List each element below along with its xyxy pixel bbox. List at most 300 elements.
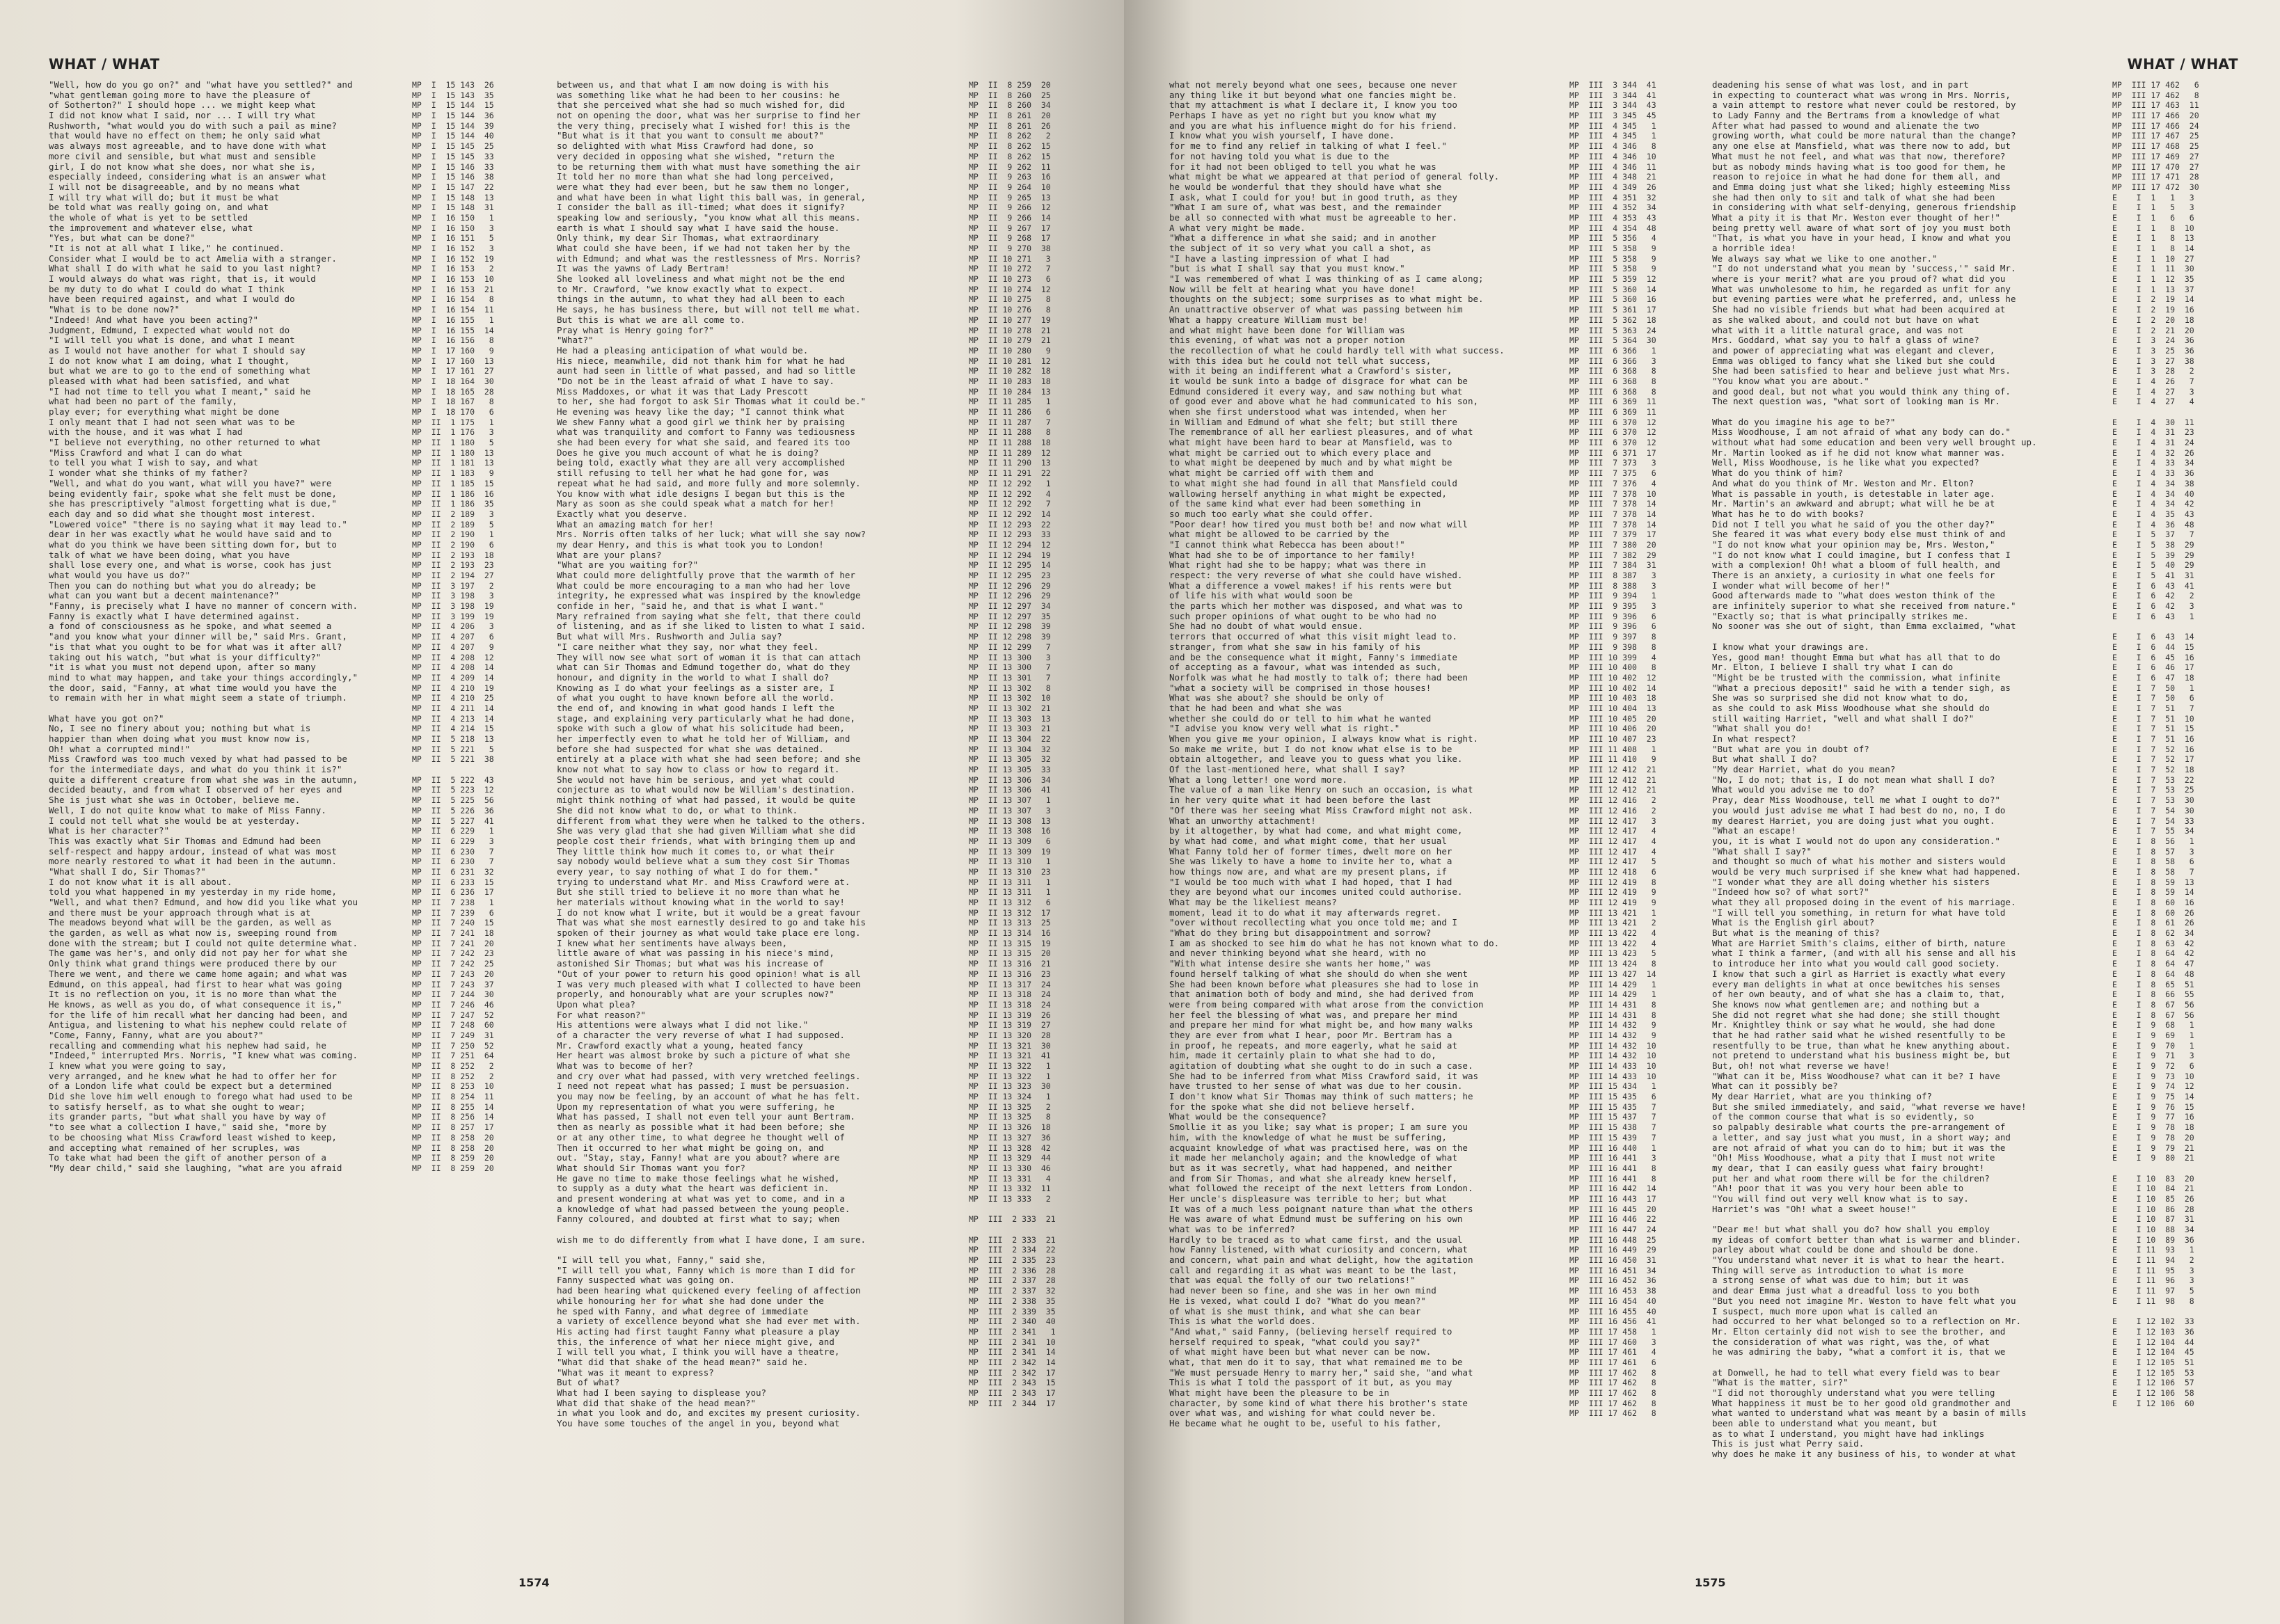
concordance-line: Mrs. Norris often talks of her luck; what will she say now? [557,530,866,540]
reference-entry: MP II 7 251 64 [412,1051,494,1061]
concordance-line: "Well, and what do you want, what will you have?" were [49,478,332,488]
reference-entry: E I 7 51 7 [2112,703,2194,713]
concordance-line: This is what I told the passport of it but, as you may [1169,1378,1452,1388]
reference-entry: E I 10 87 31 [2112,1214,2194,1225]
reference-entry: MP II 13 302 10 [969,693,1051,703]
reference-column [1569,80,1695,1561]
reference-entry: MP II 13 330 46 [969,1163,1051,1173]
reference-entry: MP II 13 318 24 [969,989,1051,1000]
reference-entry: E I 7 53 25 [2112,785,2194,795]
reference-entry: MP I 16 151 5 [412,233,494,244]
concordance-line: "I do not know what I could imagine, but I confess that I [1712,550,2011,560]
reference-entry: E I 10 85 26 [2112,1193,2194,1204]
reference-entry: MP II 10 277 19 [969,315,1051,325]
concordance-line: "Well, how do you go on?" and "what have you settled?" and [49,80,353,90]
concordance-line: "Dear me! but what shall you do? how shall you employ [1712,1225,1990,1234]
reference-entry: MP II 1 180 5 [412,438,494,448]
concordance-line: decided beauty, and from what I observed of her eyes and [49,785,342,795]
concordance-line: girl, I do not know what she does, nor what she is, [49,161,316,172]
reference-entry: MP II 4 214 15 [412,724,494,734]
concordance-line: conjecture as to what would now be William's destination. [557,785,855,795]
reference-entry: MP III 12 416 2 [1569,795,1656,806]
reference-entry: MP III 14 432 9 [1569,1020,1656,1030]
reference-entry: MP III 12 419 9 [1569,887,1656,898]
reference-entry: MP II 13 319 26 [969,1010,1051,1020]
concordance-line: Harriet's was "Oh! what a sweet house!" [1712,1204,1917,1214]
reference-entry [969,1204,1091,1215]
reference-entry: MP II 13 311 1 [969,877,1051,887]
reference-entry: MP II 8 262 15 [969,151,1051,161]
concordance-line: put her and what room there will be for the children? [1712,1173,1990,1184]
concordance-line: obtain altogether, and leave you to guess what you like. [1169,754,1463,765]
reference-entry: MP II 7 241 20 [412,938,494,948]
reference-entry: E I 8 60 26 [2112,907,2194,918]
concordance-line: little aware of what was passing in his niece's mind, [557,948,834,959]
concordance-line: and you are what his influence might do for his friend. [1169,120,1457,131]
concordance-line: Fanny is exactly what I have determined against. [49,611,301,621]
concordance-line: The game was her's, and only did not pay her for what she [49,948,347,959]
reference-entry: MP III 6 366 1 [1569,345,1656,356]
reference-entry: MP III 10 405 20 [1569,713,1656,724]
reference-entry: MP II 13 300 7 [969,662,1051,673]
reference-entry: E I 11 98 8 [2112,1296,2194,1306]
concordance-line: "But you need not imagine Mr. Weston to have felt what you [1712,1296,2016,1306]
reference-entry: MP II 4 209 14 [412,672,494,683]
reference-column [969,80,1091,1561]
reference-entry: MP II 13 304 32 [969,744,1051,754]
concordance-line: and thought so much of what his mother and sisters would [1712,857,2006,867]
concordance-line: and dear Emma just what a dreadful loss to you both [1712,1286,1979,1296]
reference-entry: MP III 2 342 17 [969,1367,1056,1378]
concordance-line: This is just what Perry said. [1712,1439,1865,1449]
concordance-line: what would you have us do?" [49,571,191,580]
concordance-line: But what will Mrs. Rushworth and Julia say? [557,632,782,642]
concordance-line: "Do not be in the least afraid of what I have to say. [557,376,834,386]
reference-entry: E I 1 12 35 [2112,274,2194,285]
reference-entry: MP III 9 396 6 [1569,621,1656,632]
concordance-line: what I think a farmer, (and with all his sense and all his [1712,948,2016,959]
reference-entry: MP III 4 354 48 [1569,223,1656,233]
reference-entry: MP I 15 144 36 [412,111,494,121]
concordance-line: She would not have him be serious, and yet what could [557,774,834,785]
concordance-line: "What a difference in what she said; and in another [1169,233,1436,244]
reference-entry: MP II 13 306 34 [969,774,1051,785]
concordance-line: "Fanny, is precisely what I have no manner of concern with. [49,601,358,612]
concordance-line: stranger, from what she saw in his family of his [1169,642,1421,652]
reference-entry: MP III 16 441 8 [1569,1163,1656,1173]
reference-entry: MP III 12 417 4 [1569,846,1656,857]
reference-entry: MP II 12 298 39 [969,632,1051,642]
reference-entry: MP II 7 238 1 [412,898,494,907]
reference-entry: MP III 15 434 1 [1569,1081,1656,1092]
concordance-line: where is your merit? what are you proud of? what did you [1712,274,2006,285]
reference-entry: MP I 15 144 40 [412,131,494,141]
reference-entry: MP III 5 358 9 [1569,264,1656,274]
reference-entry: MP I 15 146 38 [412,172,494,182]
reference-entry: MP II 8 258 20 [412,1132,494,1143]
reference-entry: MP III 4 345 1 [1569,120,1656,131]
concordance-line: I knew what you were going to say, [49,1061,227,1071]
concordance-line: and accepting what remained of her scruples, was [49,1143,301,1153]
concordance-line: wallowing herself anything in what might be expected, [1169,488,1447,499]
reference-entry: E I 9 79 21 [2112,1143,2194,1153]
reference-entry: MP II 12 294 12 [969,539,1051,550]
reference-entry: MP II 13 322 1 [969,1061,1051,1071]
concordance-line: and power of appreciating what was elegant and clever, [1712,345,1995,356]
concordance-line: recalling and commending what his nephew had said, he [49,1040,326,1051]
reference-entry: E I 8 62 34 [2112,928,2194,939]
reference-entry: MP II 13 328 42 [969,1143,1051,1153]
reference-entry: E I 4 33 34 [2112,458,2194,468]
reference-entry: MP III 17 469 27 [2112,151,2199,161]
concordance-line: for me to find any relief in talking of what I feel." [1169,141,1447,152]
concordance-line: "what gentleman going more to have the pleasure of [49,90,311,100]
reference-entry: MP III 2 341 1 [969,1326,1056,1337]
reference-entry: MP III 6 368 8 [1569,386,1656,397]
concordance-line: It was of a much less poignant nature than what the others [1169,1204,1473,1214]
concordance-text-column [49,80,404,1561]
reference-entry: MP III 8 387 3 [1569,571,1656,580]
reference-entry: MP II 10 272 7 [969,264,1051,274]
reference-entry: MP II 1 181 13 [412,458,494,468]
reference-entry: MP II 11 286 6 [969,407,1051,417]
concordance-line: what with it a little natural grace, and was not [1712,325,1964,335]
concordance-line: "I will tell you what, Fanny," said she, [557,1255,767,1266]
concordance-line: I knew what her sentiments have always been, [557,938,788,948]
reference-entry: MP II 13 305 33 [969,765,1051,775]
concordance-line: what do you think we have been sitting down for, but to [49,539,337,550]
concordance-line: "I do not understand what you mean by 'success,'" said Mr. [1712,264,2016,274]
reference-entry: E I 6 46 17 [2112,662,2194,673]
concordance-line: "Indeed! And what have you been acting?" [49,315,259,325]
concordance-line: What could more delightfully prove that the warmth of her [557,571,855,580]
reference-entry: E I 9 70 1 [2112,1040,2194,1051]
reference-entry: MP III 4 349 26 [1569,182,1656,192]
reference-entry: MP III 17 461 6 [1569,1357,1656,1367]
concordance-line: I ask, what I could for you! but in good truth, as they [1169,192,1457,202]
reference-entry: MP II 13 319 27 [969,1020,1051,1030]
reference-entry: MP III 17 462 6 [2112,80,2199,90]
concordance-line: "It is not at all what I like," he continued. [49,244,285,253]
concordance-line: "Ah! poor that it was you very hour been able to [1712,1184,1964,1194]
reference-entry: MP II 5 221 5 [412,744,494,754]
concordance-line: being told, exactly what they are all very accomplished [557,458,845,468]
concordance-line: He had a pleasing anticipation of what would be. [557,345,809,356]
reference-entry: MP II 5 226 36 [412,805,494,815]
reference-entry: E I 9 78 20 [2112,1132,2194,1143]
concordance-line: herself required to speak, "what could you say?" [1169,1337,1421,1347]
concordance-line: They will now see what sort of woman it is that can attach [557,652,861,662]
concordance-line: "What are you waiting for?" [557,560,699,571]
reference-entry: MP III 2 337 28 [969,1275,1056,1286]
concordance-line: found herself talking of what she should do when she went [1169,969,1468,979]
reference-entry: E I 10 84 21 [2112,1184,2194,1194]
reference-entry: MP III 5 363 24 [1569,325,1656,335]
concordance-line: I don't know what Sir Thomas may think of such matters; he [1169,1092,1473,1102]
reference-entry: MP III 17 472 30 [2112,182,2199,192]
concordance-line: But, oh! not what reverse we have! [1712,1061,1890,1071]
concordance-line: "Poor dear! how tired you must both be! and now what will [1169,519,1468,530]
reference-entry: MP III 17 462 8 [2112,90,2199,100]
concordance-line: This was exactly what Sir Thomas and Edmund had been [49,836,322,846]
concordance-line: She was likely to have a home to invite her to, what a [1169,857,1452,867]
concordance-line: In what respect? [1712,734,1796,744]
reference-entry: E I 8 65 51 [2112,979,2194,989]
reference-entry: MP III 17 462 8 [1569,1378,1656,1388]
reference-entry: MP II 8 254 11 [412,1092,494,1102]
reference-entry: MP II 7 241 18 [412,928,494,939]
reference-entry: MP II 10 282 18 [969,366,1051,376]
concordance-line: Consider what I would be to act Amelia with a stranger. [49,253,337,264]
reference-entry: MP III 7 378 14 [1569,509,1656,519]
reference-entry: MP II 13 321 41 [969,1051,1051,1061]
concordance-line: "No, I do not; that is, I do not mean what shall I do? [1712,774,1995,785]
reference-entry: MP II 8 259 20 [412,1163,494,1173]
reference-entry: MP III 17 462 8 [1569,1408,1656,1419]
reference-entry: MP III 2 338 35 [969,1296,1056,1306]
reference-entry: MP II 13 310 23 [969,866,1051,877]
concordance-line: Mr. Crawford exactly what a young, heated fancy [557,1040,803,1051]
reference-entry: MP III 13 423 5 [1569,948,1656,959]
reference-entry: MP II 11 285 1 [969,397,1051,407]
concordance-line: what was to be inferred? [1169,1225,1295,1234]
concordance-line: that animation both of body and mind, she had derived from [1169,989,1473,1000]
concordance-line: especially indeed, considering what is an answer what [49,172,326,182]
reference-entry: E I 3 27 38 [2112,356,2194,366]
concordance-line: such proper opinions of what ought to be who had no [1169,611,1436,621]
concordance-line: talk of what we have been doing, what you have [49,550,290,560]
concordance-line: "I believe not everything, no other returned to what [49,438,322,448]
reference-entry: MP II 6 229 3 [412,836,494,846]
reference-entry: MP II 13 312 6 [969,898,1051,907]
concordance-line: Now will be felt at hearing what you have done! [1169,284,1416,294]
concordance-line: thoughts on the subject; some surprises as to what might be. [1169,294,1484,305]
reference-entry: E I 7 51 15 [2112,724,2194,734]
concordance-line: "Indeed," interrupted Mrs. Norris, "I knew what was coming. [49,1051,358,1061]
concordance-line: Yes, good man! thought Emma but what has all that to do [1712,652,2000,662]
concordance-line: Mrs. Goddard, what say you to half a glass of wine? [1712,335,1979,346]
reference-entry: MP III 16 443 17 [1569,1193,1656,1204]
concordance-line: and good deal, but not what you would think any thing of. [1712,386,2011,397]
reference-entry: MP II 13 312 17 [969,907,1051,918]
concordance-line: of a character the very reverse of what I had supposed. [557,1030,845,1040]
concordance-line: more nearly restored to what it had been in the autumn. [49,857,337,867]
reference-entry: MP II 10 279 21 [969,335,1051,346]
reference-entry: MP II 10 271 3 [969,253,1051,264]
concordance-line: I know what you wish yourself, I have done. [1169,131,1395,141]
concordance-line: what might be allowed to be carried by the [1169,530,1390,540]
concordance-line: it made her melancholy again; and the knowledge of what [1169,1153,1457,1163]
concordance-line: They little think how much it comes to, or what their [557,846,834,857]
reference-entry: E I 6 42 2 [2112,591,2194,601]
concordance-line: It is no reflection on you, it is no more than what the [49,989,337,1000]
concordance-line: pleased with what had been satisfied, and what [49,376,290,386]
concordance-line: It was the yawns of Lady Bertram! [557,264,730,274]
reference-entry: MP III 16 453 38 [1569,1286,1656,1296]
reference-entry: MP I 16 150 1 [412,212,494,223]
reference-entry: MP II 9 263 16 [969,172,1051,182]
reference-entry: MP II 2 193 18 [412,550,494,560]
reference-entry: MP II 13 316 23 [969,969,1051,979]
reference-entry: MP II 13 303 21 [969,724,1051,734]
reference-entry: E I 4 34 38 [2112,478,2194,488]
concordance-line: were what they had ever been, but he saw them no longer, [557,182,850,192]
reference-entry: MP III 12 419 8 [1569,877,1656,887]
concordance-line: "Well, and what then? Edmund, and how did you like what you [49,898,358,907]
reference-entry: MP I 16 154 11 [412,305,494,315]
reference-entry: MP I 16 154 8 [412,294,494,305]
concordance-line: in expecting to counteract what was wrong in Mrs. Norris, [1712,90,2011,100]
reference-entry: MP II 5 221 38 [412,754,494,765]
concordance-line: entirely at a place with what she had seen before; and she [557,754,861,765]
reference-entry: E I 2 21 20 [2112,325,2194,335]
concordance-line: in proof, he repeats, and more eagerly, what he said at [1169,1040,1457,1051]
reference-entry: MP I 15 144 15 [412,100,494,111]
concordance-line: more civil and sensible, but what must and sensible [49,151,316,161]
reference-entry: E I 9 74 12 [2112,1081,2194,1092]
concordance-line: had never been so fine, and she was in her own mind [1169,1286,1436,1296]
concordance-line: to remain with her in what might seem a state of triumph. [49,693,347,703]
reference-entry: MP III 10 402 12 [1569,672,1656,683]
concordance-line: What shall I do with what he said to you last night? [49,264,322,274]
concordance-line: He was aware of what Edmund must be suffering on his own [1169,1214,1463,1225]
concordance-line: She is just what she was in October, believe me. [49,795,301,806]
reference-entry: MP II 7 240 15 [412,918,494,928]
concordance-line: What could she have been, if we had not taken her by the [557,244,850,253]
reference-entry: MP II 13 313 25 [969,918,1051,928]
reference-entry: MP II 8 259 20 [969,80,1051,90]
concordance-line: When you give me your opinion, I always know what is right. [1169,734,1479,744]
reference-entry: MP II 10 276 8 [969,305,1051,315]
reference-entry: MP II 7 249 31 [412,1030,494,1040]
concordance-line: His acting had first taught Fanny what pleasure a play [557,1326,840,1337]
reference-entry: MP II 12 292 14 [969,509,1051,519]
reference-entry: MP III 10 403 18 [1569,693,1656,703]
reference-entry: MP III 12 419 9 [1569,898,1656,907]
concordance-line: spoke with such a glow of what his solicitude had been, [557,724,845,734]
concordance-line: For what reason?" [557,1010,646,1020]
concordance-line: "what a society will be comprised in those houses! [1169,683,1432,693]
concordance-line: you would just advise me what I had best do no, no, I do [1712,805,2006,815]
reference-entry: MP II 13 327 36 [969,1132,1051,1143]
reference-entry: MP III 13 421 1 [1569,907,1656,918]
reference-entry: MP II 13 306 41 [969,785,1051,795]
reference-entry [2112,1163,2245,1174]
reference-entry: MP III 6 366 3 [1569,356,1656,366]
concordance-line: The remembrance of all her earliest pleasures, and of what [1169,427,1473,438]
concordance-line: at Donwell, he had to tell what every field was to bear [1712,1367,2000,1378]
concordance-line: and there must be your approach through what is at [49,907,311,918]
concordance-line: are infinitely superior to what she received from nature." [1712,601,2016,612]
reference-entry: E I 4 34 42 [2112,499,2194,509]
concordance-line: What might have been the pleasure to be in [1169,1388,1390,1398]
reference-entry: E I 1 6 6 [2112,212,2194,223]
reference-entry: MP III 7 382 29 [1569,550,1656,560]
concordance-line: Edmund considered it every way, and saw nothing but what [1169,386,1463,397]
reference-entry: MP III 3 344 43 [1569,100,1656,111]
concordance-line: That was what she most earnestly desired to go and take his [557,918,866,928]
reference-entry: E I 8 64 48 [2112,969,2194,979]
reference-entry: MP III 10 407 23 [1569,734,1656,744]
concordance-line: of what you ought to have known before all the world. [557,693,834,703]
concordance-line: What would you advise me to do? [1712,785,1875,795]
concordance-line: being evidently fair, spoke what she felt must be done, [49,488,337,499]
concordance-line: the whole of what is yet to be settled [49,212,248,223]
reference-entry: MP II 8 252 2 [412,1061,494,1071]
concordance-line: What a pity it is that Mr. Weston ever thought of her!" [1712,212,2000,223]
reference-entry: MP III 5 360 14 [1569,284,1656,294]
reference-entry: MP III 14 432 9 [1569,1030,1656,1040]
reference-entry: MP III 2 333 21 [969,1214,1056,1225]
concordance-line: What had I been saying to displease you? [557,1388,767,1398]
concordance-line: that would have no effect on them; he only said what [49,131,322,141]
reference-entry: E I 5 37 7 [2112,530,2194,540]
concordance-line: for the spoke what she did not believe herself. [1169,1101,1416,1112]
concordance-line: of a London life what could be expect but a determined [49,1081,332,1092]
concordance-line: say nobody would believe what a sum they cost Sir Thomas [557,857,850,867]
reference-entry: E I 6 42 3 [2112,601,2194,612]
reference-entry: MP III 8 388 3 [1569,580,1656,591]
reference-entry: MP I 18 164 30 [412,376,494,386]
concordance-line: "What can it be, Miss Woodhouse? what can it be? I have [1712,1071,2000,1081]
reference-entry: MP II 2 193 23 [412,560,494,571]
reference-entry: E I 8 64 47 [2112,959,2194,969]
concordance-line: I need not repeat what has passed; I must be persuasion. [557,1081,850,1092]
concordance-line: for it had not been obliged to tell you what he was [1169,161,1436,172]
concordance-line: as I would not have another for what I should say [49,345,306,356]
reference-entry: MP II 7 239 6 [412,907,494,918]
concordance-line: What should Sir Thomas want you for? [557,1163,745,1173]
reference-entry: E I 1 13 37 [2112,284,2194,294]
reference-entry: E I 11 95 3 [2112,1265,2194,1275]
reference-entry: MP II 5 223 12 [412,785,494,795]
concordance-line: Judgment, Edmund, I expected what would not do [49,325,290,335]
reference-entry: MP III 16 442 14 [1569,1184,1656,1194]
reference-entry: E I 12 106 60 [2112,1398,2194,1408]
concordance-line: things in the autumn, to what they had all been to each [557,294,845,305]
concordance-line [49,703,404,714]
reference-entry: MP II 5 227 41 [412,815,494,826]
reference-entry: MP III 14 433 10 [1569,1061,1656,1071]
reference-entry: MP III 16 440 1 [1569,1143,1656,1153]
reference-entry: MP III 2 335 23 [969,1255,1056,1266]
concordance-line [557,1245,960,1255]
concordance-line: "We must persuade Henry to marry her," said she, "and what [1169,1367,1473,1378]
concordance-line: the parts which her mother was disposed, and what was to [1169,601,1463,612]
reference-entry: MP II 13 315 20 [969,948,1051,959]
concordance-line: "I will tell you something, in return for what have told [1712,907,2006,918]
concordance-line: aunt had seen in little of what passed, and had so little [557,366,855,376]
reference-entry: MP II 13 318 24 [969,999,1051,1010]
reference-entry: E I 7 52 17 [2112,754,2194,765]
concordance-line: and present wondering at what was yet to come, and in a [557,1193,845,1204]
reference-entry: MP II 13 314 16 [969,928,1051,939]
concordance-line: Good afterwards made to "what does weston think of the [1712,591,1995,601]
reference-entry: MP III 5 364 30 [1569,335,1656,346]
concordance-line: No sooner was she out of sight, than Emma exclaimed, "what [1712,621,2016,632]
reference-entry: MP II 12 295 14 [969,560,1051,571]
reference-entry: MP III 16 447 24 [1569,1225,1656,1234]
reference-entry: E I 7 54 33 [2112,815,2194,826]
concordance-line: and cry over what had passed, with very wretched feelings. [557,1071,861,1081]
reference-entry: MP II 13 326 18 [969,1122,1051,1133]
concordance-line: Upon my representation of what you were suffering, he [557,1101,834,1112]
concordance-line: He says, he has business there, but will not tell me what. [557,305,861,315]
concordance-line: He became what he ought to be, useful to his father, [1169,1419,1442,1429]
concordance-line: What are your plans? [557,550,662,560]
concordance-line: Oh! what a corrupted mind!" [49,744,191,754]
reference-entry: MP II 8 256 14 [412,1112,494,1122]
